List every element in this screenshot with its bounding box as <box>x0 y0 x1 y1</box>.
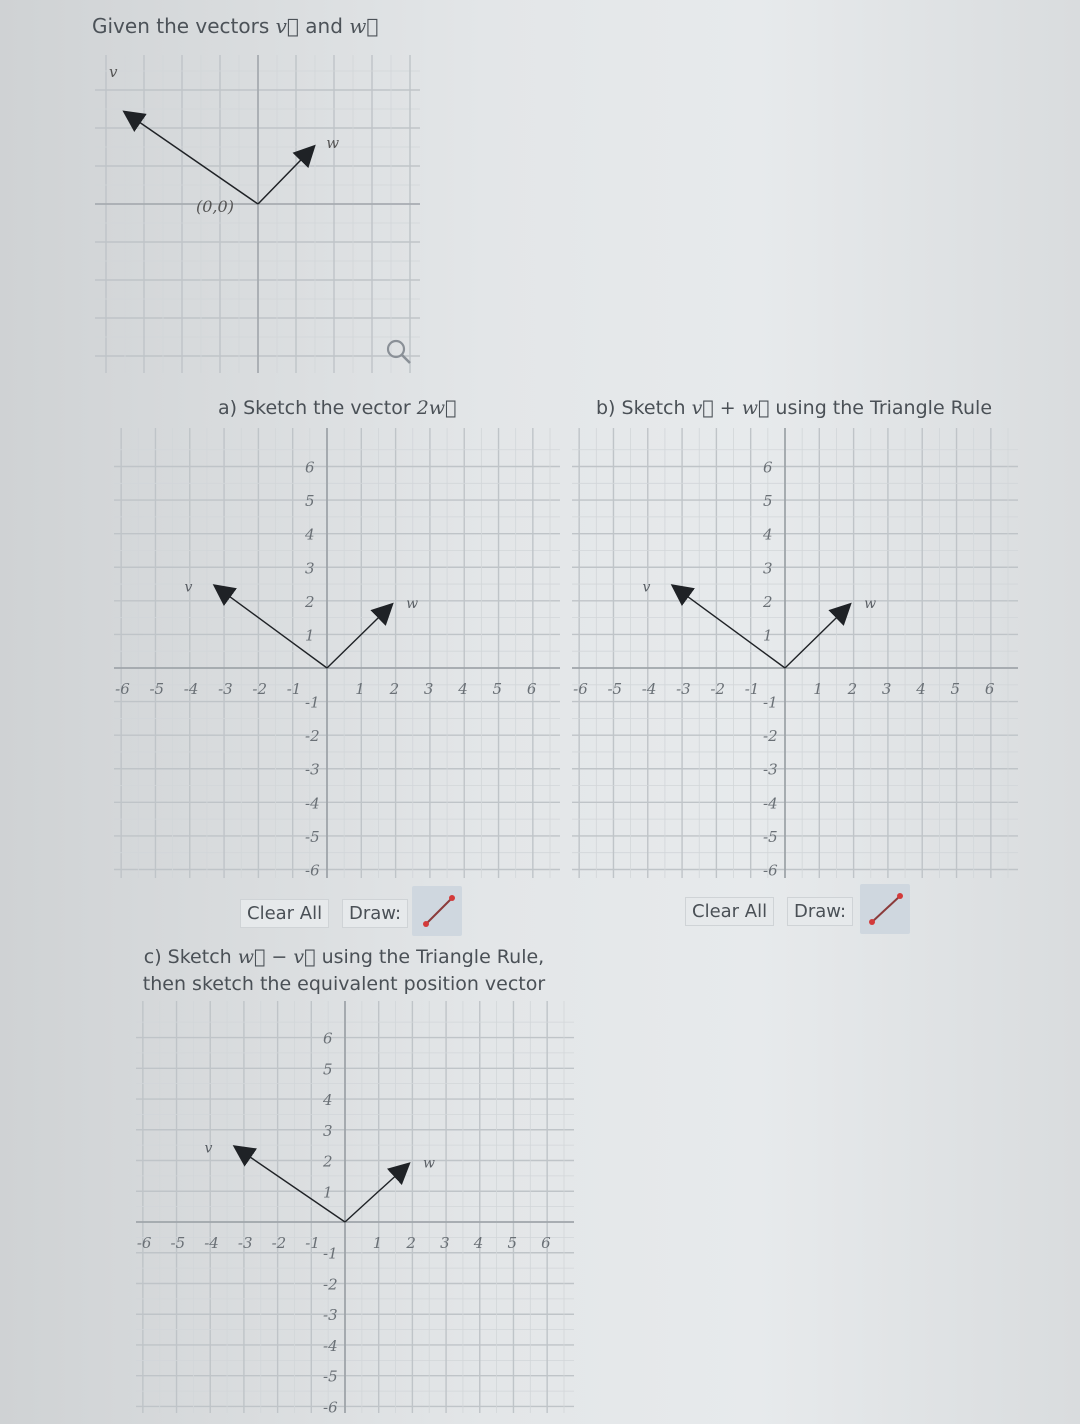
c-x-tick-label: 5 <box>507 1234 518 1252</box>
b-y-tick-label: 5 <box>763 492 773 511</box>
c-x-tick-label: -6 <box>136 1234 152 1252</box>
b-vector-w <box>785 604 850 668</box>
part-b-clear-all-button[interactable]: Clear All <box>685 897 774 926</box>
part-a-math: 2w⃗ <box>416 397 457 419</box>
a-y-tick-label: 4 <box>305 525 315 544</box>
part-c-line1 <box>138 944 550 971</box>
part-a-prompt <box>218 397 456 419</box>
c-w-label: w <box>423 1155 435 1172</box>
given-v-label: v <box>109 63 118 81</box>
a-x-tick-label: -3 <box>218 680 233 698</box>
b-x-tick-label: -1 <box>744 680 760 698</box>
b-x-tick-label: 1 <box>813 680 823 698</box>
part-b-draw-label: Draw: <box>787 897 853 926</box>
b-y-tick-label: -2 <box>763 727 778 746</box>
c-x-tick-label: 1 <box>372 1234 383 1252</box>
b-y-tick-label: 4 <box>763 525 773 544</box>
c-y-tick-label: 5 <box>323 1060 333 1079</box>
a-x-tick-label: 6 <box>526 680 537 698</box>
b-y-tick-label: -6 <box>763 861 778 880</box>
vector-v-symbol: v⃗ <box>275 14 299 38</box>
b-y-tick-label: 3 <box>763 559 773 578</box>
a-vector-w <box>327 604 392 668</box>
c-x-tick-label: 6 <box>541 1234 551 1252</box>
b-v-label: v <box>642 579 651 596</box>
part-b-suffix: using the Triangle Rule <box>769 397 993 419</box>
intro-heading <box>92 14 378 38</box>
b-y-tick-label: -3 <box>763 760 778 779</box>
given-w-label: w <box>326 134 340 153</box>
c-v-label: v <box>204 1140 213 1157</box>
a-x-tick-label: 2 <box>389 680 400 698</box>
a-y-tick-label: -6 <box>305 861 320 880</box>
part-a-line-segment-tool-icon[interactable] <box>412 886 462 936</box>
c-y-tick-label: -3 <box>323 1306 338 1325</box>
a-y-tick-label: 1 <box>305 626 315 645</box>
a-y-tick-label: -4 <box>305 794 320 813</box>
b-x-tick-label: -5 <box>607 680 623 698</box>
a-x-tick-label: -2 <box>252 680 268 698</box>
c-x-tick-label: -5 <box>170 1234 186 1252</box>
a-y-tick-label: 3 <box>305 559 315 578</box>
b-y-tick-label: -1 <box>763 693 778 712</box>
part-b-prompt <box>596 397 992 419</box>
part-c-prompt <box>138 944 550 998</box>
b-y-tick-label: -4 <box>763 794 778 813</box>
c-grid <box>130 1001 574 1419</box>
c-y-tick-label: 3 <box>323 1121 333 1140</box>
a-y-tick-label: -2 <box>305 727 320 746</box>
b-x-tick-label: -6 <box>573 680 588 698</box>
given-vector-w <box>258 146 314 204</box>
a-y-tick-label: 2 <box>305 592 315 611</box>
a-y-tick-label: 6 <box>305 458 315 477</box>
b-x-tick-label: -4 <box>641 680 657 698</box>
a-x-tick-label: 1 <box>355 680 365 698</box>
given-vectors-graph <box>95 55 420 373</box>
b-y-tick-label: -5 <box>763 827 778 846</box>
a-x-tick-label: 5 <box>492 680 503 698</box>
a-x-tick-label: -1 <box>286 680 302 698</box>
part-c-prefix: c) Sketch <box>143 946 238 968</box>
b-x-tick-label: 3 <box>881 680 892 698</box>
c-y-tick-label: -6 <box>323 1398 338 1417</box>
c-x-tick-label: 3 <box>440 1234 450 1252</box>
b-x-tick-label: 5 <box>950 680 961 698</box>
line-segment-icon <box>860 884 910 934</box>
a-x-tick-label: 3 <box>423 680 434 698</box>
b-y-tick-label: 2 <box>763 592 773 611</box>
c-x-tick-label: -2 <box>271 1234 287 1252</box>
c-x-tick-label: -4 <box>204 1234 219 1252</box>
b-y-tick-label: 6 <box>763 458 773 477</box>
c-y-tick-label: 1 <box>323 1183 333 1202</box>
part-a-draw-label: Draw: <box>342 899 408 928</box>
a-x-tick-label: -4 <box>183 680 199 698</box>
part-a-clear-all-button[interactable]: Clear All <box>240 899 329 928</box>
part-b-line-segment-tool-icon[interactable] <box>860 884 910 934</box>
part-a-graph[interactable] <box>108 422 566 884</box>
c-y-tick-label: 2 <box>323 1152 333 1171</box>
c-y-tick-label: 4 <box>323 1091 333 1110</box>
c-x-tick-label: 4 <box>473 1234 484 1252</box>
c-x-tick-label: -1 <box>305 1234 320 1252</box>
b-x-tick-label: 4 <box>916 680 926 698</box>
part-b-prefix: b) Sketch <box>596 397 692 419</box>
b-x-tick-label: 6 <box>984 680 995 698</box>
c-x-tick-label: -3 <box>237 1234 253 1252</box>
zoom-magnifier-icon[interactable] <box>384 337 414 367</box>
c-y-tick-label: -2 <box>323 1275 338 1294</box>
c-vector-w <box>345 1164 409 1222</box>
a-y-tick-label: -1 <box>305 693 320 712</box>
c-y-tick-label: -1 <box>323 1244 338 1263</box>
b-w-label: w <box>864 596 877 613</box>
b-y-tick-label: 1 <box>763 626 773 645</box>
b-x-tick-label: -2 <box>710 680 726 698</box>
c-x-tick-label: 2 <box>406 1234 416 1252</box>
c-y-tick-label: -4 <box>323 1336 338 1355</box>
b-x-tick-label: -3 <box>676 680 691 698</box>
b-grid <box>566 428 1018 884</box>
a-x-tick-label: 4 <box>458 680 468 698</box>
part-b-graph[interactable] <box>566 422 1024 884</box>
intro-prefix: Given the vectors <box>92 14 276 38</box>
part-c-math: w⃗ − v⃗ <box>237 946 316 968</box>
a-y-tick-label: -5 <box>305 827 320 846</box>
a-x-tick-label: -5 <box>149 680 165 698</box>
c-y-tick-label: 6 <box>323 1029 333 1048</box>
given-vectors <box>124 112 314 204</box>
given-origin-label: (0,0) <box>196 197 234 216</box>
a-x-tick-label: -6 <box>115 680 130 698</box>
a-v-label: v <box>184 579 193 596</box>
a-w-label: w <box>406 596 419 613</box>
vector-w-symbol: w⃗ <box>349 14 379 38</box>
b-x-tick-label: 2 <box>847 680 858 698</box>
intro-and: and <box>298 14 350 38</box>
a-y-tick-label: 5 <box>305 492 315 511</box>
part-a-prefix: a) Sketch the vector <box>218 397 417 419</box>
a-y-tick-label: -3 <box>305 760 320 779</box>
part-b-math: v⃗ + w⃗ <box>691 397 770 419</box>
part-c-line2: then sketch the equivalent position vector <box>142 973 546 995</box>
part-c-graph[interactable] <box>130 995 580 1419</box>
line-segment-icon <box>412 886 462 936</box>
c-y-tick-label: -5 <box>323 1367 338 1386</box>
part-c-suffix: using the Triangle Rule, <box>315 946 545 968</box>
a-grid <box>108 428 560 884</box>
given-grid <box>95 55 420 373</box>
